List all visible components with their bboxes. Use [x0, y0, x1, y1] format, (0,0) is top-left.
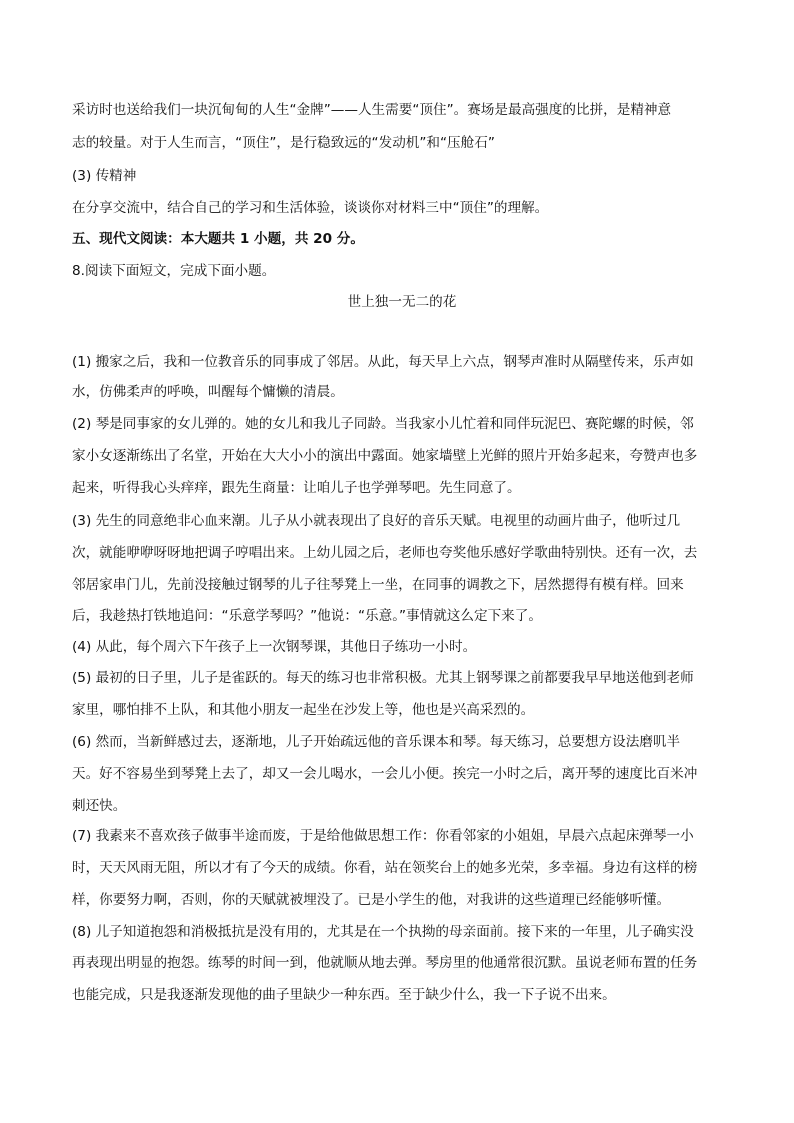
paragraph-line: 家小女逐渐练出了名堂，开始在大大小小的演出中露面。她家墙壁上光鲜的照片开始多起来，夸赞声也多 [72, 448, 698, 464]
paragraph-line: (7) 我素来不喜欢孩子做事半途而废，于是给他做思想工作：你看邻家的小姐姐，早晨六点起床弹琴一小 [72, 828, 694, 844]
paragraph-line: 再表现出明显的抱怨。练琴的时间一到，他就顺从地去弹。琴房里的他通常很沉默。虽说老师布置的任务 [72, 955, 698, 971]
paragraph-line: (5) 最初的日子里，儿子是雀跃的。每天的练习也非常积极。尤其上钢琴课之前都要我早早地送他到老师 [72, 670, 694, 686]
paragraph-line: (1) 搬家之后，我和一位教音乐的同事成了邻居。从此，每天早上六点，钢琴声准时从隔壁传来，乐声如 [72, 354, 694, 370]
paragraph-line: 刺还快。 [72, 798, 127, 814]
text-line: 志的较量。对于人生而言，“顶住”，是行稳致远的“发动机”和“压舱石” [72, 135, 495, 151]
paragraph-line: 邻居家串门儿，先前没接触过钢琴的儿子往琴凳上一坐，在同事的调教之下，居然摁得有模有样。回来 [72, 577, 684, 593]
paragraph-line: (8) 儿子知道抱怨和消极抵抗是没有用的，尤其是在一个执拗的母亲面前。接下来的一年里，儿子确实没 [72, 924, 694, 940]
paragraph-line: (3) 先生的同意绝非心血来潮。儿子从小就表现出了良好的音乐天赋。电视里的动画片曲子，他听过几 [72, 513, 681, 529]
question-instruction: 8.阅读下面短文，完成下面小题。 [72, 263, 276, 279]
article-title: 世上独一无二的花 [347, 294, 457, 310]
paragraph-line: 次，就能咿咿呀呀地把调子哼唱出来。上幼儿园之后，老师也夸奖他乐感好学歌曲特别快。还有一次，去 [72, 545, 698, 561]
question-text: 在分享交流中，结合自己的学习和生活体验，谈谈你对材料三中“顶住”的理解。 [72, 200, 549, 216]
paragraph-line: (4) 从此，每个周六下午孩子上一次钢琴课，其他日子练功一小时。 [72, 639, 477, 655]
paragraph-line: 水，仿佛柔声的呼唤，叫醒每个慵懒的清晨。 [72, 384, 344, 400]
paragraph-line: 起来，听得我心头痒痒，跟先生商量：让咱儿子也学弹琴吧。先生同意了。 [72, 480, 521, 496]
paragraph-line: 后，我趁热打铁地追问：“乐意学琴吗？”他说：“乐意。”事情就这么定下来了。 [72, 608, 542, 624]
paragraph-line: 天。好不容易坐到琴凳上去了，却又一会儿喝水，一会儿小便。挨完一小时之后，离开琴的速度比百米冲 [72, 766, 698, 782]
paragraph-line: 时，天天风雨无阻，所以才有了今天的成绩。你看，站在领奖台上的她多光荣，多幸福。身边有这样的榜 [72, 860, 698, 876]
section-label: (3) 传精神 [72, 168, 137, 184]
paragraph-line: (6) 然而，当新鲜感过去，逐渐地，儿子开始疏远他的音乐课本和琴。每天练习，总要想方设法磨叽半 [72, 734, 681, 750]
text-line: 采访时也送给我们一块沉甸甸的人生“金牌”——人生需要“顶住”。赛场是最高强度的比拼，是精神意 [72, 102, 672, 118]
paragraph-line: (2) 琴是同事家的女儿弹的。她的女儿和我儿子同龄。当我家小儿忙着和同伴玩泥巴、赛陀螺的时候，邻 [72, 416, 694, 432]
section-heading: 五、现代文阅读：本大题共 1 小题，共 20 分。 [72, 231, 364, 247]
paragraph-line: 家里，哪怕排不上队，和其他小朋友一起坐在沙发上等，他也是兴高采烈的。 [72, 702, 535, 718]
paragraph-line: 样，你要努力啊，否则，你的天赋就被埋没了。已是小学生的他，对我讲的这些道理已经能够听懂。 [72, 892, 671, 908]
paragraph-line: 也能完成，只是我逐渐发现他的曲子里缺少一种东西。至于缺少什么，我一下子说不出来。 [72, 987, 616, 1003]
